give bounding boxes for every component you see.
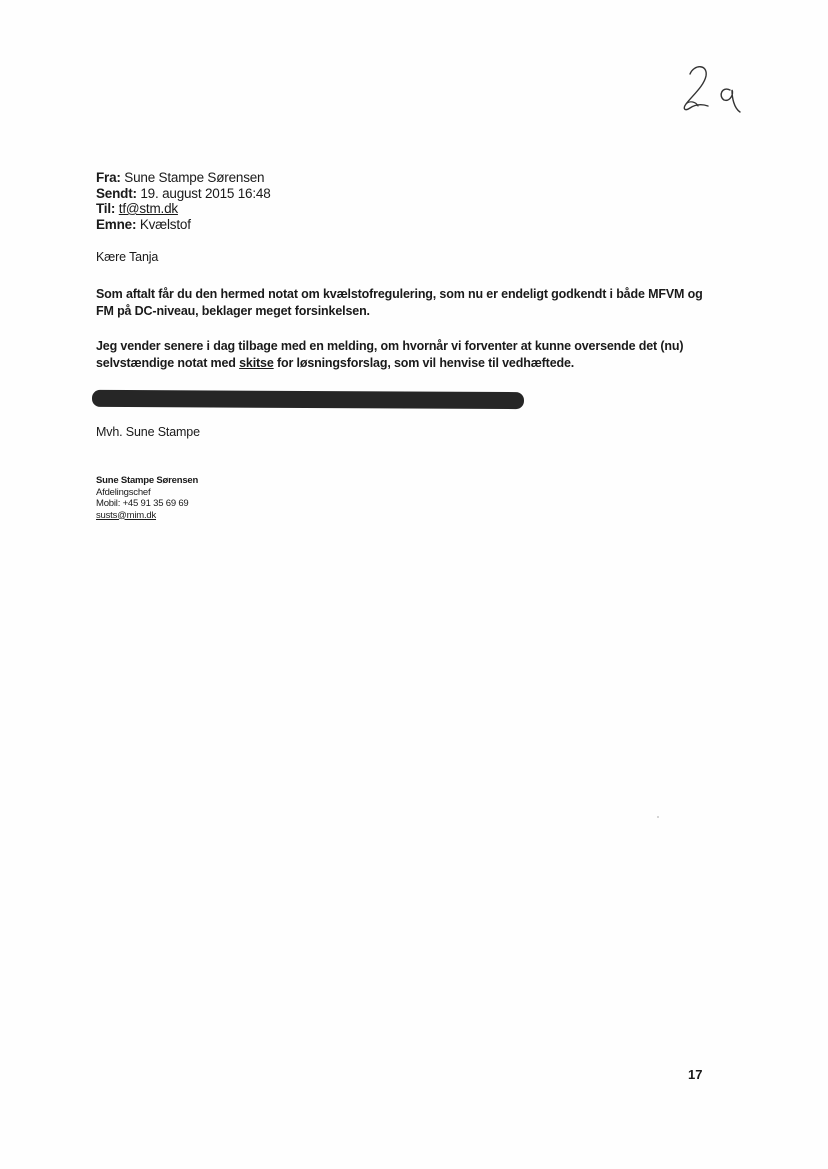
subject-row — [96, 217, 271, 233]
paragraph-2-line-2-pre: selvstændige notat med — [96, 356, 240, 370]
sent-label: Sendt: — [96, 185, 137, 201]
handwritten-annotation — [678, 60, 748, 115]
paragraph-2 — [96, 338, 683, 372]
paragraph-2-line-1: Jeg vender senere i dag tilbage med en melding, om hvornår vi forventer at kunne oversende det (nu) — [96, 339, 684, 353]
greeting: Kære Tanja — [96, 250, 159, 264]
paragraph-1-line-1: Som aftalt får du den hermed notat om kvælstofregulering, som nu er endeligt godkendt i både MFVM og — [96, 287, 703, 301]
from-row — [96, 170, 271, 186]
paragraph-2-line-2-post: for løsningsforslag, som vil henvise til vedhæftede. — [273, 356, 575, 370]
from-value: Sune Stampe Sørensen — [124, 170, 265, 185]
signoff: Mvh. Sune Stampe — [96, 425, 200, 439]
signature-title: Afdelingschef — [96, 486, 151, 498]
email-header — [96, 170, 271, 232]
paragraph-2-line-2 — [96, 355, 683, 372]
to-row — [96, 201, 271, 217]
signature-email-link[interactable]: susts@mim.dk — [96, 509, 157, 521]
sent-row — [96, 186, 271, 202]
sent-value: 19. august 2015 16:48 — [140, 185, 271, 201]
page-number: 17 — [688, 1067, 703, 1082]
subject-value: Kvælstof — [139, 216, 191, 232]
to-email-link[interactable]: tf@stm.dk — [118, 201, 178, 216]
from-label: Fra: — [96, 170, 121, 185]
subject-label: Emne: — [96, 216, 137, 232]
signature-name: Sune Stampe Sørensen — [96, 475, 199, 486]
scan-speck — [657, 816, 659, 818]
to-label: Til: — [96, 201, 116, 216]
paragraph-1 — [96, 286, 703, 320]
signature-block — [96, 475, 198, 521]
skitse-link[interactable]: skitse — [239, 356, 274, 370]
redaction-bar — [92, 390, 524, 409]
paragraph-1-line-2: FM på DC-niveau, beklager meget forsinkelsen. — [96, 304, 370, 318]
signature-phone: Mobil: +45 91 35 69 69 — [96, 498, 189, 509]
